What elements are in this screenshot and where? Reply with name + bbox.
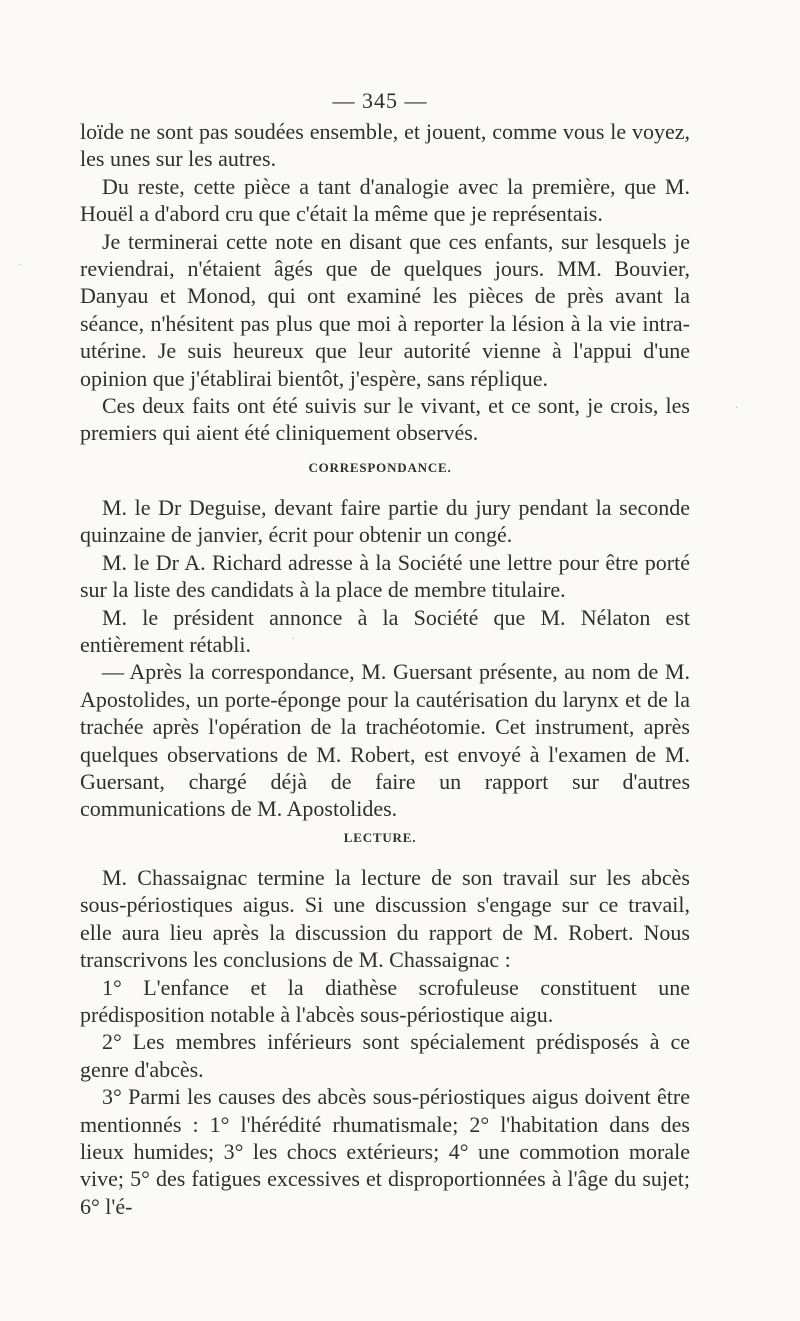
text-block-lecture	[80, 864, 690, 1220]
paragraph-top-1: loïde ne sont pas soudées ensemble, et jouent, comme vous le voyez, les unes sur les autres.	[80, 119, 690, 172]
paragraph-top-3: Je terminerai cette note en disant que ces enfants, sur lesquels je reviendrai, n'étaient âgés que de quelques jours. MM. Bouvier, Danyau et Monod, qui ont examiné les pièces de près avant la séance, n'hésitent pas plus que moi à reporter la lésion à la vie intra-utérine. Je suis heureux que leur autorité vienne à l'appui d'une opinion que j'établirai bientôt, j'espère, sans réplique.	[80, 228, 690, 391]
paragraph-correspondance-3: M. le président annonce à la Société que M. Nélaton est entièrement rétabli.	[80, 604, 690, 658]
scan-speck: ·	[735, 403, 739, 414]
paragraph-correspondance-4: — Après la correspondance, M. Guersant présente, au nom de M. Apostolides, un porte-éponge pour la cautérisation du larynx et de la trachée après l'opération de la trachéotomie. Cet instrument, après quelques observations de M. Robert, est envoyé à l'examen de M. Guersant, chargé déjà de faire un rapport sur d'autres communications de M. Apostolides.	[80, 659, 690, 822]
paragraph-lecture-4: 3° Parmi les causes des abcès sous-périostiques aigus doivent être mentionnés : 1° l'hérédité rhumatismale; 2° l'habitation dans des lieux humides; 3° les chocs extérieurs; 4° une commotion morale vive; 5° des fatigues excessives et disproportionnées à l'âge du sujet; 6° l'é-	[80, 1084, 690, 1219]
scan-speck: ·	[18, 260, 22, 271]
section-heading-correspondance: CORRESPONDANCE.	[308, 460, 452, 475]
paragraph-correspondance-1: M. le Dr Deguise, devant faire partie du jury pendant la seconde quinzaine de janvier, écrit pour obtenir un congé.	[80, 495, 690, 548]
paragraph-lecture-3: 2° Les membres inférieurs sont spécialement prédisposés à ce genre d'abcès.	[80, 1029, 690, 1082]
section-heading-lecture: LECTURE.	[343, 830, 417, 845]
paragraph-lecture-1: M. Chassaignac termine la lecture de son travail sur les abcès sous-périostiques aigus. Si une discussion s'engage sur ce travail, elle aura lieu après la discussion du rapport de M. Robert. Nous transcrivons les conclusions de M. Chassaignac :	[80, 865, 690, 973]
text-block-correspondance	[80, 494, 690, 823]
paragraph-top-2: Du reste, cette pièce a tant d'analogie avec la première, que M. Houël a d'abord cru que c'était la même que je représentais.	[80, 173, 690, 227]
text-block-top	[80, 118, 690, 447]
paragraph-correspondance-2: M. le Dr A. Richard adresse à la Société une lettre pour être porté sur la liste des candidats à la place de membre titulaire.	[80, 549, 690, 603]
paragraph-lecture-2: 1° L'enfance et la diathèse scrofuleuse constituent une prédisposition notable à l'abcès sous-périostique aigu.	[80, 974, 690, 1028]
paragraph-top-4: Ces deux faits ont été suivis sur le vivant, et ce sont, je crois, les premiers qui aient été cliniquement observés.	[80, 393, 690, 446]
page-number: — 345 —	[332, 88, 428, 113]
scan-speck: ·	[292, 634, 296, 645]
